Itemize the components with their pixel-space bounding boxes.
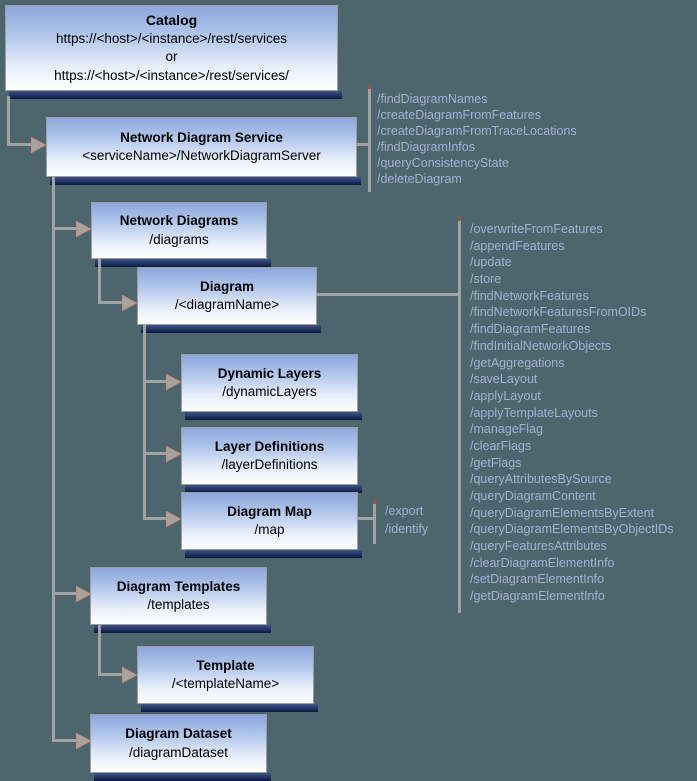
- node-diagram-map: [181, 492, 358, 550]
- operation-label: /getFlags: [470, 455, 522, 470]
- operation-label: /update: [470, 255, 512, 270]
- arrowhead-icon: [76, 733, 91, 749]
- operation-label: /appendFeatures: [470, 238, 565, 253]
- bracket-service-ops: [368, 85, 371, 192]
- arrowhead-icon: [166, 374, 181, 390]
- arrowhead-icon: [76, 221, 91, 237]
- node-dynamic-layers: [181, 354, 358, 412]
- operation-label: /findDiagramInfos: [377, 140, 475, 154]
- catalog-url-2: https://<host>/<instance>/rest/services/: [54, 67, 289, 83]
- operation-label: /saveLayout: [470, 372, 538, 387]
- connector-to-dynamic-layers: [143, 380, 167, 383]
- connector-diagrams-trunk: [98, 258, 101, 304]
- node-title: Template: [196, 657, 255, 673]
- node-network-diagram-service: [46, 117, 357, 177]
- node-title: Diagram Templates: [116, 578, 241, 594]
- operation-label: /queryFeaturesAttributes: [470, 539, 607, 554]
- node-path: /templates: [147, 597, 210, 612]
- operation-label: /queryDiagramContent: [470, 489, 596, 503]
- node-path: /layerDefinitions: [221, 457, 318, 472]
- node-diagram-templates: [90, 567, 267, 625]
- node-path: <serviceName>/NetworkDiagramServer: [82, 148, 321, 163]
- connector-catalog-trunk: [7, 96, 10, 146]
- operation-label: /createDiagramFromTraceLocations: [377, 124, 577, 138]
- operation-label: /applyTemplateLayouts: [470, 405, 598, 420]
- map-operations-list: [385, 503, 428, 538]
- node-path: /<diagramName>: [174, 297, 280, 312]
- node-title: Dynamic Layers: [217, 365, 322, 381]
- operation-label: /applyLayout: [470, 388, 541, 403]
- node-layer-definitions: [181, 427, 358, 485]
- node-path: /diagramDataset: [128, 744, 229, 760]
- bracket-tip: [373, 500, 376, 504]
- operation-label: /manageFlag: [470, 422, 543, 437]
- node-diagram-dataset: [90, 714, 267, 773]
- node-title: Layer Definitions: [214, 438, 325, 454]
- node-title: Diagram Dataset: [125, 726, 232, 742]
- catalog-url-1: https://<host>/<instance>/rest/services: [55, 31, 288, 47]
- operation-label: /setDiagramElementInfo: [470, 572, 605, 587]
- operation-label: /findDiagramFeatures: [470, 322, 591, 337]
- arrowhead-icon: [76, 586, 91, 602]
- bracket-diagram-ops-link: [316, 293, 459, 296]
- connector-to-network-diagrams: [52, 227, 77, 230]
- operation-label: /clearFlags: [470, 438, 532, 453]
- node-title: Network Diagrams: [119, 213, 239, 229]
- node-path: /diagrams: [149, 231, 209, 247]
- node-catalog: [5, 5, 338, 91]
- operation-label: /createDiagramFromFeatures: [377, 108, 541, 122]
- operation-label: /queryDiagramElementsByExtent: [470, 505, 655, 520]
- operation-label: /findNetworkFeaturesFromOIDs: [470, 305, 647, 320]
- operation-label: /findDiagramNames: [377, 92, 488, 106]
- connector-diagram-trunk: [143, 324, 146, 520]
- node-network-diagrams: [91, 202, 267, 259]
- operation-label: /getDiagramElementInfo: [470, 589, 605, 604]
- catalog-or: or: [165, 49, 178, 65]
- bracket-diagram-ops: [458, 217, 461, 613]
- arrowhead-icon: [166, 511, 181, 527]
- node-diagram: [137, 267, 317, 325]
- connector-to-template: [98, 673, 122, 676]
- diagram-operations-list: [470, 221, 674, 605]
- operation-label: /deleteDiagram: [377, 172, 462, 186]
- connector-to-diagram-dataset: [52, 739, 77, 742]
- node-path: /map: [254, 522, 285, 537]
- operation-label: /queryConsistencyState: [377, 156, 510, 170]
- node-title: Network Diagram Service: [120, 129, 283, 145]
- operation-label: /findInitialNetworkObjects: [470, 338, 612, 353]
- arrowhead-icon: [166, 446, 181, 462]
- bracket-map-ops-link: [357, 517, 374, 520]
- bracket-tip: [458, 217, 461, 221]
- connector-to-diagram-templates: [52, 592, 77, 595]
- arrowhead-icon: [122, 295, 137, 311]
- operation-label: /findNetworkFeatures: [470, 288, 589, 303]
- operation-label: /clearDiagramElementInfo: [470, 555, 615, 570]
- operation-label: /queryDiagramElementsByObjectIDs: [470, 522, 674, 537]
- connector-to-diagram-map: [143, 517, 167, 520]
- operation-label: /queryAttributesBySource: [470, 472, 612, 487]
- node-template: [137, 646, 314, 704]
- node-title: Diagram: [199, 278, 255, 294]
- node-title: Diagram Map: [227, 503, 312, 519]
- connector-to-layer-definitions: [143, 452, 167, 455]
- arrowhead-icon: [122, 667, 137, 683]
- operation-label: /export: [385, 504, 424, 518]
- operation-label: /identify: [385, 521, 429, 536]
- bracket-map-ops: [373, 500, 376, 544]
- node-path: /dynamicLayers: [222, 384, 317, 399]
- operation-label: /getAggregations: [470, 355, 565, 370]
- node-path: /<templateName>: [171, 676, 280, 691]
- bracket-tip: [368, 85, 371, 89]
- node-title: Catalog: [145, 12, 198, 29]
- service-operations-list: [377, 91, 577, 187]
- operation-label: /overwriteFromFeatures: [470, 222, 603, 236]
- arrowhead-icon: [31, 137, 46, 153]
- connector-to-diagram: [98, 301, 123, 304]
- connector-service-trunk: [52, 176, 55, 742]
- connector-catalog-service: [7, 143, 32, 146]
- operation-label: /store: [470, 272, 502, 287]
- connector-templates-trunk: [98, 624, 101, 676]
